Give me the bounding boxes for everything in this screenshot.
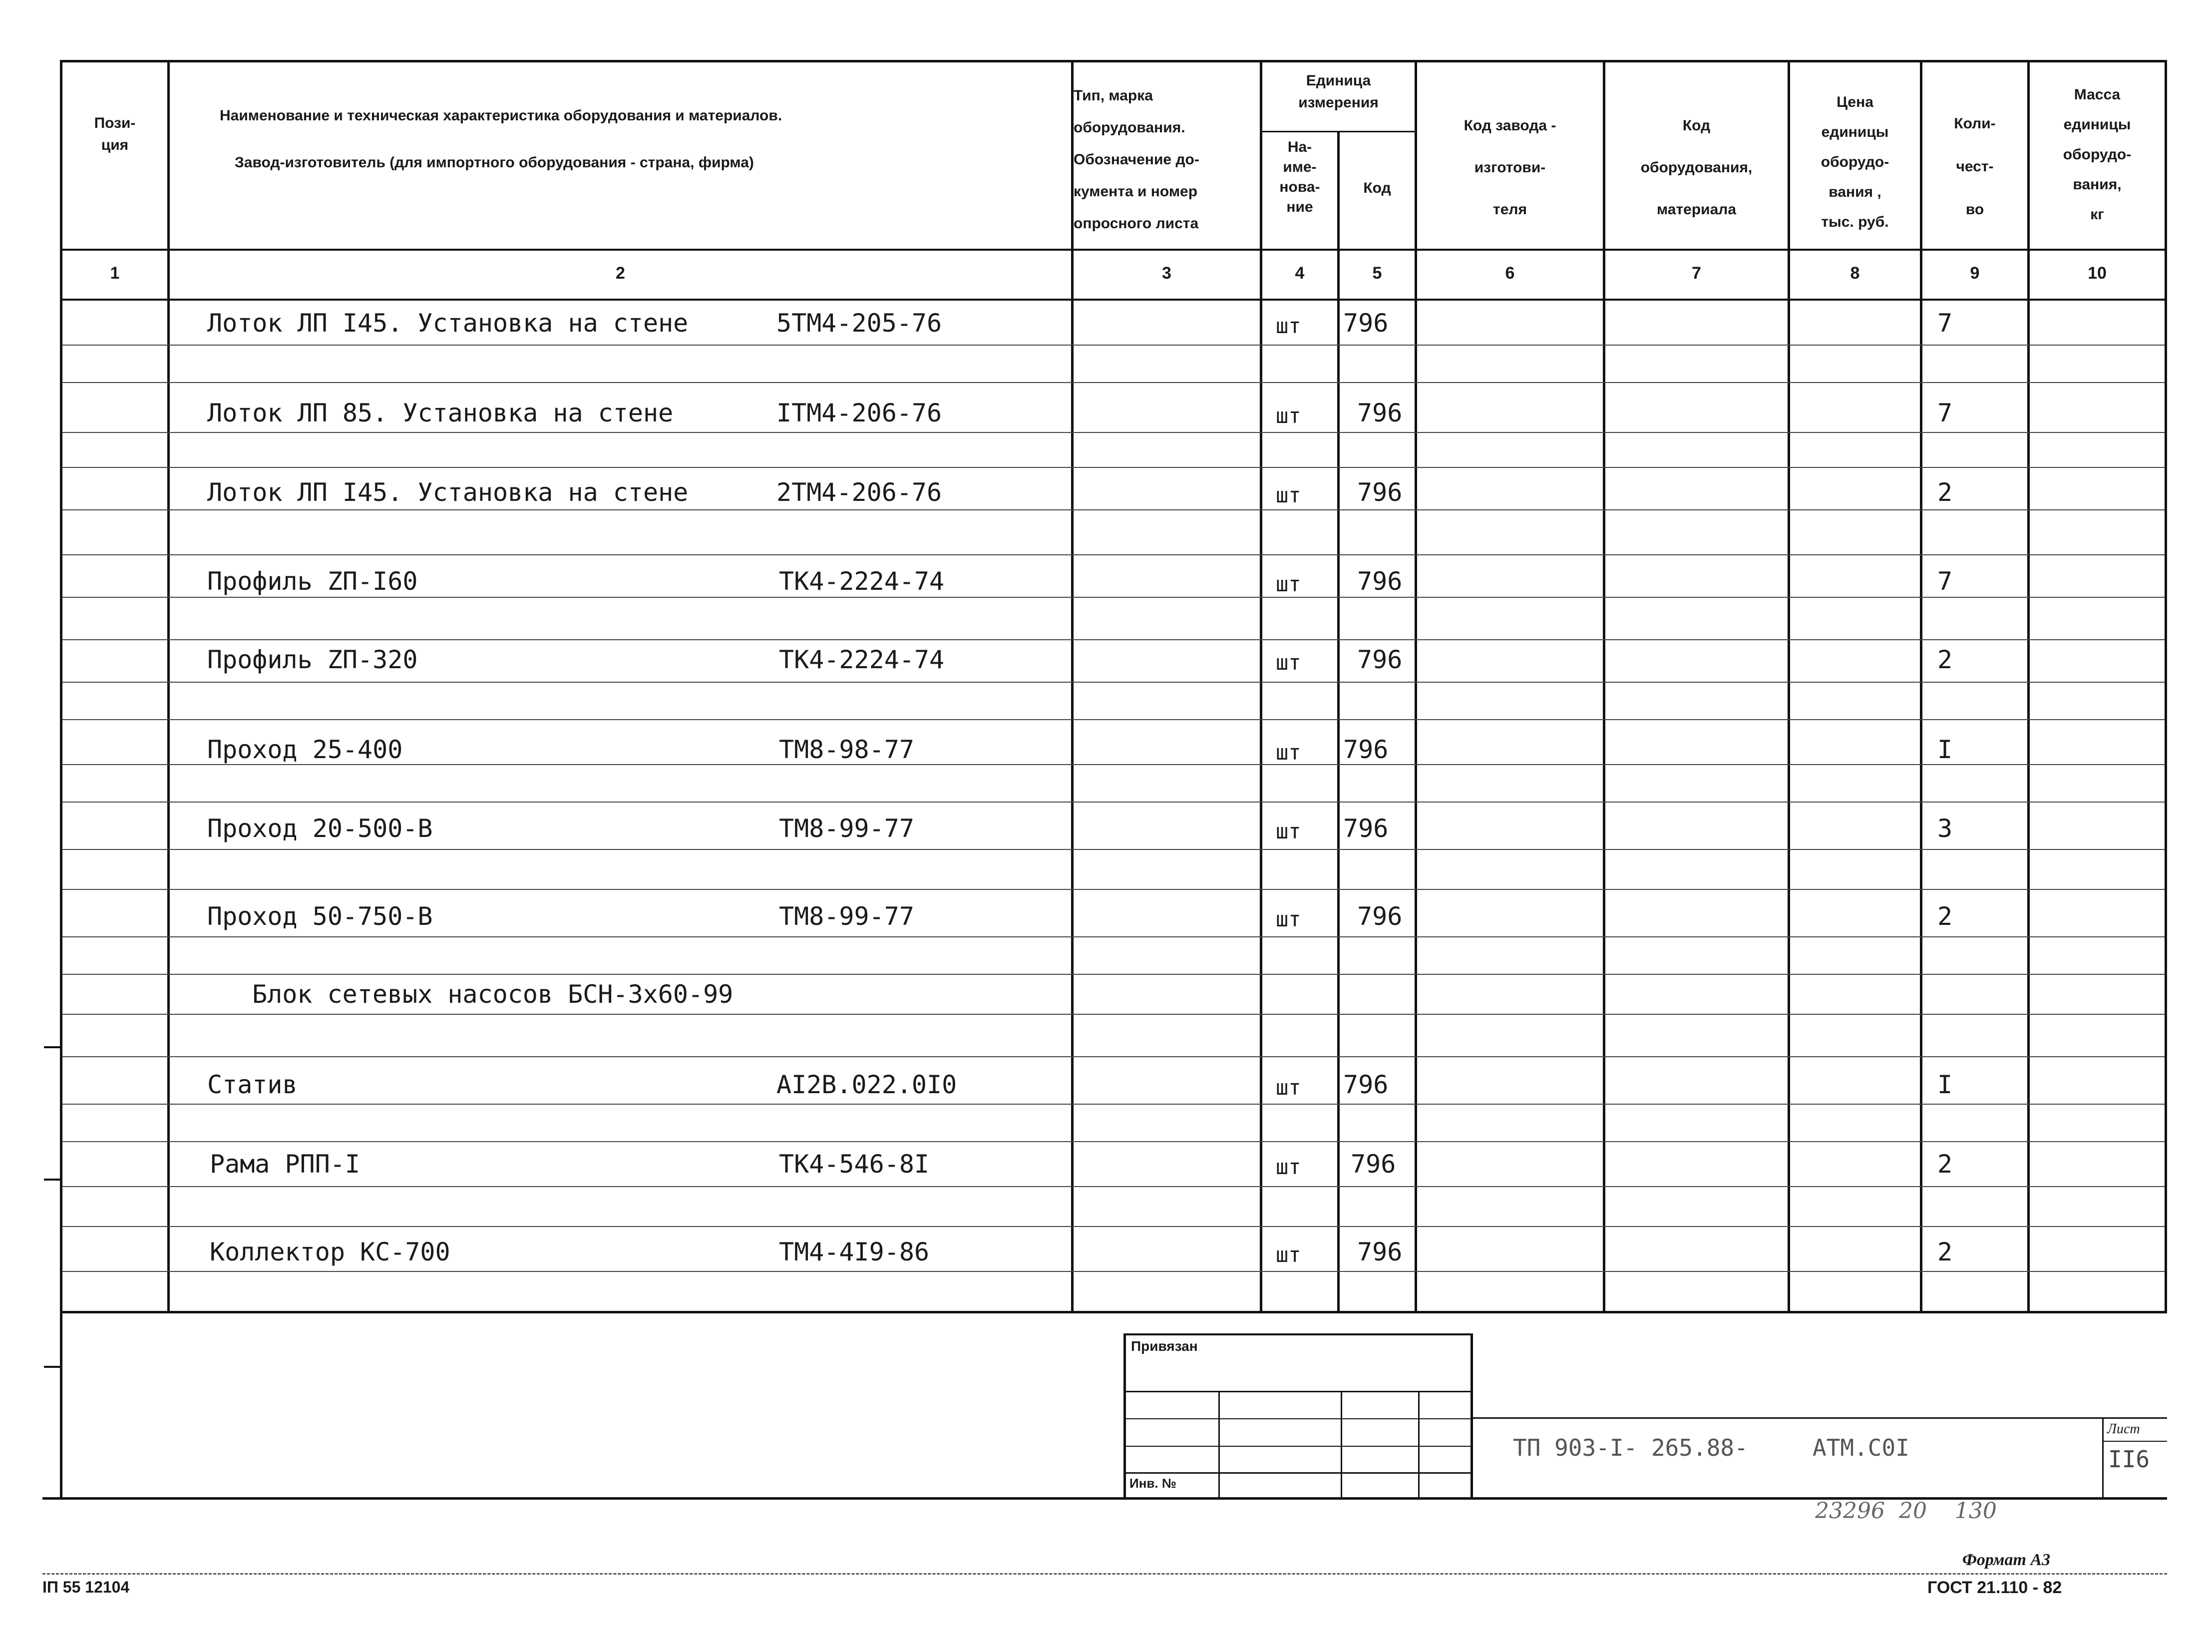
row-doc: IТМ4-206-76 bbox=[776, 399, 942, 427]
header-unit-code: Код bbox=[1363, 180, 1391, 196]
row-name: Профиль ZП-I60 bbox=[207, 567, 418, 596]
row-qty: I bbox=[1937, 735, 1953, 764]
footer-divider bbox=[42, 1573, 2167, 1575]
row-doc: ТК4-546-8I bbox=[779, 1150, 930, 1179]
row-unit: шт bbox=[1276, 404, 1301, 428]
row-code: 796 bbox=[1357, 399, 1403, 427]
row-unit: шт bbox=[1276, 1242, 1301, 1267]
row-doc: ТМ8-99-77 bbox=[779, 814, 914, 843]
row-qty: 7 bbox=[1937, 567, 1953, 596]
row-name: Рама РПП-I bbox=[210, 1150, 361, 1179]
header-maker-code: Код завода - изготови- теля bbox=[1464, 117, 1556, 218]
row-doc: ТМ8-98-77 bbox=[779, 735, 914, 764]
header-mass: Масса единицы оборудо- вания, кг bbox=[2063, 86, 2132, 223]
row-name: Проход 50-750-В bbox=[207, 902, 433, 931]
row-unit: шт bbox=[1276, 483, 1301, 507]
row-code: 796 bbox=[1343, 1070, 1389, 1099]
row-code: 796 bbox=[1357, 645, 1403, 674]
row-unit: шт bbox=[1276, 1155, 1301, 1179]
row-unit: шт bbox=[1276, 907, 1301, 931]
header-name: Наименование и техническая характеристика оборудования и материалов. Завод-изготовитель (для импортного оборудования - страна, фирма) bbox=[220, 107, 782, 171]
row-doc: ТК4-2224-74 bbox=[779, 567, 945, 596]
row-code: 796 bbox=[1357, 902, 1403, 931]
row-unit: шт bbox=[1276, 650, 1301, 675]
row-doc: 5ТМ4-205-76 bbox=[776, 309, 942, 338]
row-code: 796 bbox=[1357, 567, 1403, 596]
row-qty: 2 bbox=[1937, 1150, 1953, 1179]
row-qty: 2 bbox=[1937, 478, 1953, 507]
row-name: Лоток ЛП 85. Установка на стене bbox=[207, 399, 674, 427]
row-qty: 3 bbox=[1937, 814, 1953, 843]
row-name: Коллектор КС-700 bbox=[210, 1238, 450, 1266]
sheet-label: Лист bbox=[2107, 1421, 2140, 1437]
row-qty: 2 bbox=[1937, 645, 1953, 674]
footer-code: IП 55 12104 bbox=[42, 1578, 130, 1596]
header-equipment-code: Код оборудования, материала bbox=[1640, 117, 1753, 218]
row-qty: 2 bbox=[1937, 1238, 1953, 1266]
row-doc: ТМ8-99-77 bbox=[779, 902, 914, 931]
row-qty: I bbox=[1937, 1070, 1953, 1099]
document-code: ТП 903-I- 265.88- bbox=[1513, 1434, 1748, 1461]
row-name: Проход 25-400 bbox=[207, 735, 403, 764]
row-code: 796 bbox=[1357, 478, 1403, 507]
header-price: Цена единицы оборудо- вания , тыс. руб. bbox=[1821, 94, 1889, 230]
row-qty: 7 bbox=[1937, 309, 1953, 338]
archive-number: 23296 20 130 bbox=[1815, 1498, 1997, 1524]
header-unit-name: На- имe- нова- ние bbox=[1279, 139, 1320, 215]
row-code: 796 bbox=[1351, 1150, 1396, 1179]
sheet-number: II6 bbox=[2108, 1446, 2150, 1473]
row-unit: шт bbox=[1276, 819, 1301, 843]
stamp-attached-label: Привязан bbox=[1131, 1338, 1198, 1354]
row-qty: 7 bbox=[1937, 399, 1953, 427]
gost-label: ГОСТ 21.110 - 82 bbox=[1927, 1578, 2062, 1597]
format-label: Формат А3 bbox=[1962, 1551, 2051, 1569]
row-unit: шт bbox=[1276, 1075, 1301, 1100]
row-name: Профиль ZП-320 bbox=[207, 645, 418, 674]
row-unit: шт bbox=[1276, 572, 1301, 596]
header-type: Тип, марка оборудования. Обозначение до- кумента и номер опросного листа bbox=[1074, 87, 1199, 232]
row-name: Лоток ЛП I45. Установка на стене bbox=[207, 478, 689, 507]
row-doc: AI2В.022.0I0 bbox=[776, 1070, 957, 1099]
row-unit: шт bbox=[1276, 740, 1301, 765]
document-suffix: АТМ.С0I bbox=[1813, 1434, 1909, 1461]
row-name: Лоток ЛП I45. Установка на стене bbox=[207, 309, 689, 338]
row-code: 796 bbox=[1357, 1238, 1403, 1266]
row-qty: 2 bbox=[1937, 902, 1953, 931]
row-name: Статив bbox=[207, 1070, 298, 1099]
row-code: 796 bbox=[1343, 735, 1389, 764]
row-doc: ТМ4-4I9-86 bbox=[779, 1238, 930, 1266]
header-position: Пози- ция bbox=[94, 115, 136, 153]
row-doc: ТК4-2224-74 bbox=[779, 645, 945, 674]
stamp-inv-label: Инв. № bbox=[1129, 1476, 1176, 1491]
row-unit: шт bbox=[1276, 314, 1301, 338]
section-heading: Блок сетевых насосов БСН-3х60-99 bbox=[252, 980, 734, 1009]
row-code: 796 bbox=[1343, 814, 1389, 843]
row-code: 796 bbox=[1343, 309, 1389, 338]
header-unit-group: Единица измерения bbox=[1298, 72, 1379, 111]
row-name: Проход 20-500-В bbox=[207, 814, 433, 843]
header-quantity: Коли- чест- во bbox=[1954, 115, 1996, 218]
row-doc: 2ТМ4-206-76 bbox=[776, 478, 942, 507]
